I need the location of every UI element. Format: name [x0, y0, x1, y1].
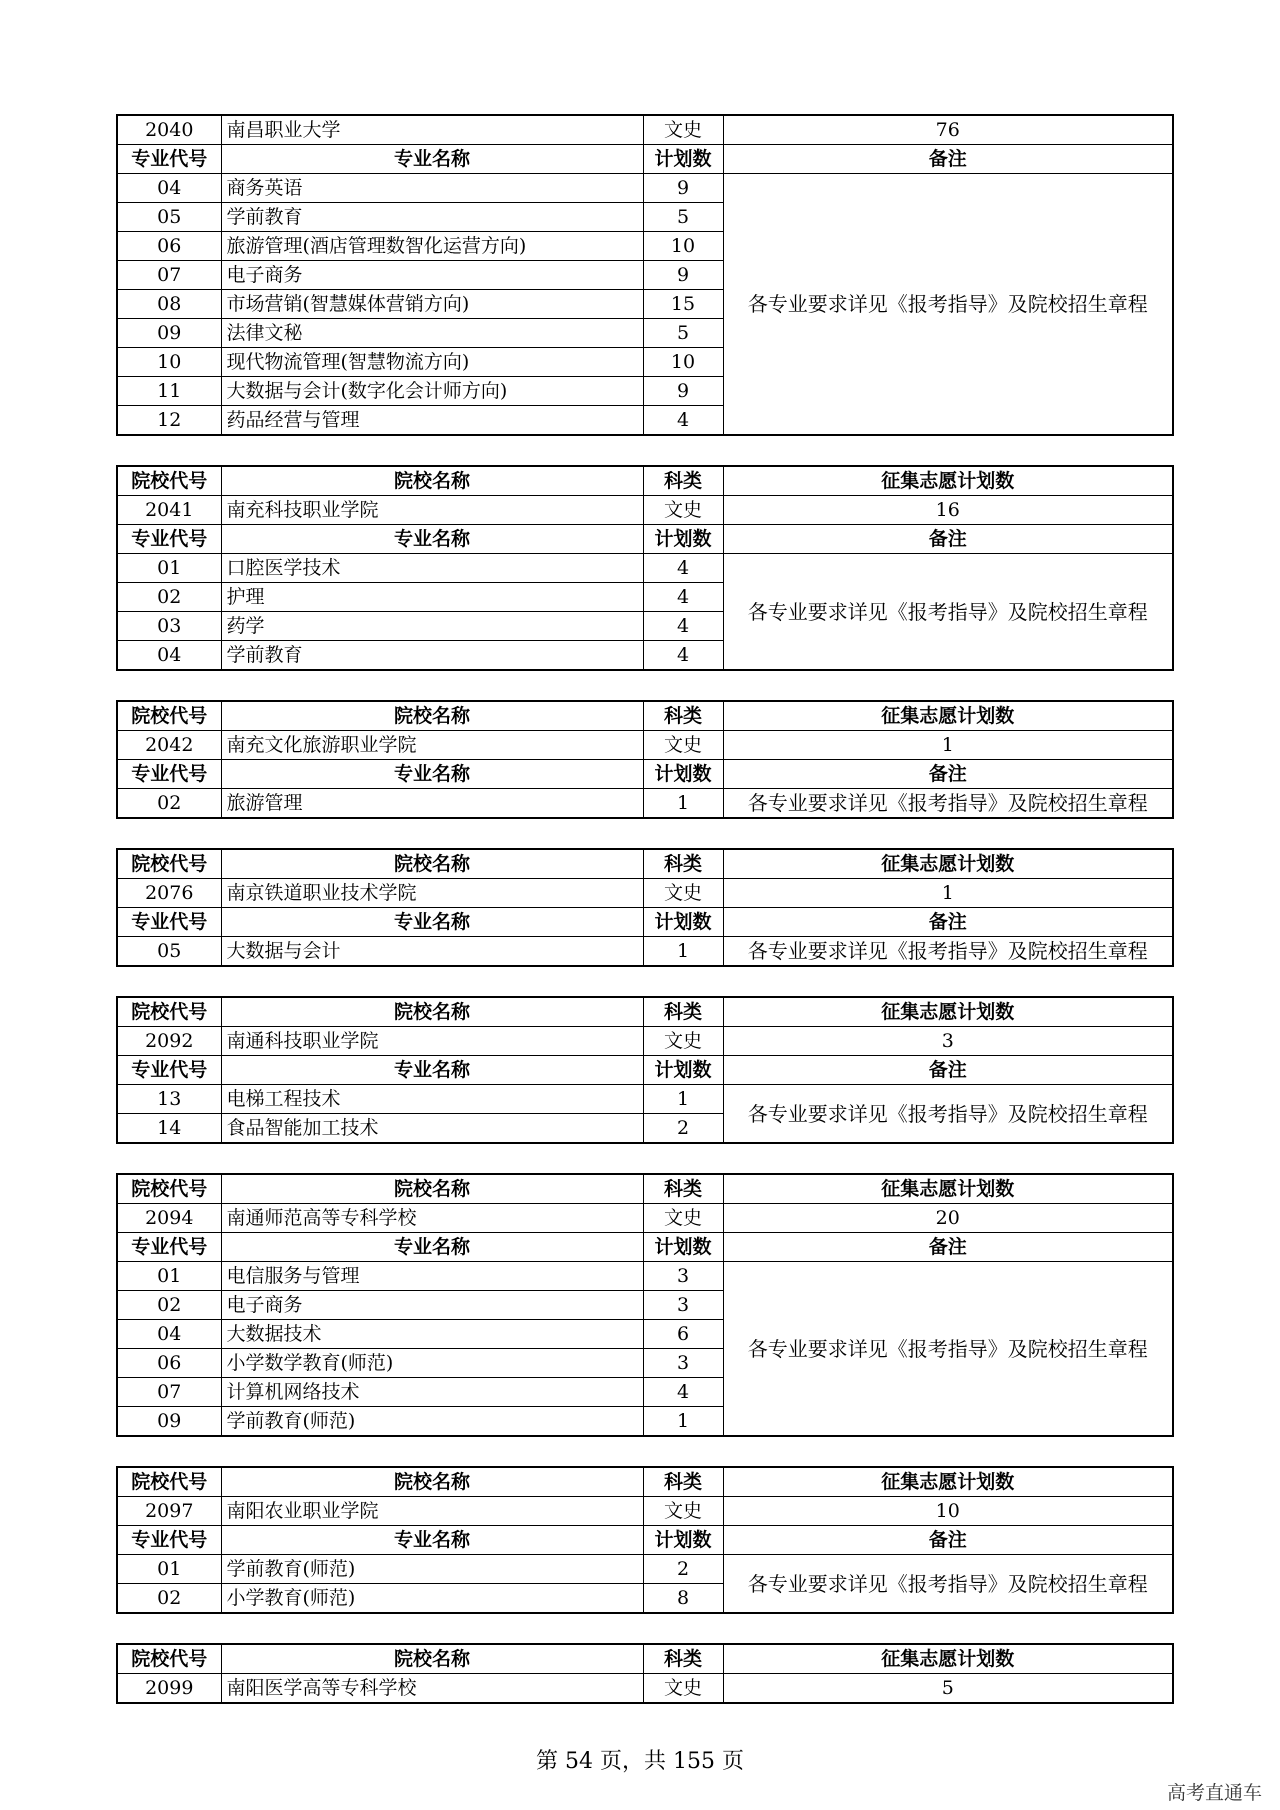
major-code: 01 — [117, 1555, 221, 1584]
header-school-name: 院校名称 — [221, 1644, 643, 1674]
major-count: 3 — [643, 1291, 723, 1320]
header-plan: 征集志愿计划数 — [723, 997, 1173, 1027]
header-count: 计划数 — [643, 1526, 723, 1555]
header-school-code: 院校代号 — [117, 1644, 221, 1674]
header-major-code: 专业代号 — [117, 760, 221, 789]
school-code: 2092 — [117, 1027, 221, 1056]
school-plan: 1 — [723, 879, 1173, 908]
major-name: 食品智能加工技术 — [221, 1114, 643, 1144]
header-plan: 征集志愿计划数 — [723, 1644, 1173, 1674]
major-code: 07 — [117, 1378, 221, 1407]
page-footer: 第 54 页，共 155 页 — [536, 1749, 744, 1774]
major-code: 04 — [117, 174, 221, 203]
school-plan: 16 — [723, 496, 1173, 525]
major-code: 04 — [117, 641, 221, 671]
school-name: 南充文化旅游职业学院 — [221, 731, 643, 760]
header-count: 计划数 — [643, 1233, 723, 1262]
major-count: 5 — [643, 319, 723, 348]
major-count: 1 — [643, 1085, 723, 1114]
major-count: 4 — [643, 612, 723, 641]
major-name: 学前教育 — [221, 203, 643, 232]
school-header-row — [117, 1174, 1173, 1204]
school-plan: 5 — [723, 1674, 1173, 1704]
school-name: 南昌职业大学 — [221, 115, 643, 145]
school-table — [116, 1173, 1174, 1437]
header-category: 科类 — [643, 849, 723, 879]
header-major-name: 专业名称 — [221, 525, 643, 554]
major-row — [117, 1262, 1173, 1291]
school-code: 2099 — [117, 1674, 221, 1704]
school-table — [116, 848, 1174, 967]
major-code: 03 — [117, 612, 221, 641]
major-note: 各专业要求详见《报考指导》及院校招生章程 — [723, 1555, 1173, 1614]
major-note: 各专业要求详见《报考指导》及院校招生章程 — [723, 1085, 1173, 1144]
school-plan: 1 — [723, 731, 1173, 760]
major-count: 6 — [643, 1320, 723, 1349]
header-school-code: 院校代号 — [117, 997, 221, 1027]
major-code: 10 — [117, 348, 221, 377]
school-category: 文史 — [643, 731, 723, 760]
major-note: 各专业要求详见《报考指导》及院校招生章程 — [723, 937, 1173, 967]
major-row — [117, 174, 1173, 203]
major-name: 电梯工程技术 — [221, 1085, 643, 1114]
school-category: 文史 — [643, 1674, 723, 1704]
major-count: 9 — [643, 174, 723, 203]
major-count: 4 — [643, 1378, 723, 1407]
major-code: 09 — [117, 319, 221, 348]
header-category: 科类 — [643, 997, 723, 1027]
header-major-code: 专业代号 — [117, 1526, 221, 1555]
header-school-code: 院校代号 — [117, 849, 221, 879]
header-school-name: 院校名称 — [221, 701, 643, 731]
header-major-name: 专业名称 — [221, 760, 643, 789]
header-count: 计划数 — [643, 908, 723, 937]
major-header-row — [117, 908, 1173, 937]
header-major-name: 专业名称 — [221, 908, 643, 937]
major-name: 计算机网络技术 — [221, 1378, 643, 1407]
major-name: 药品经营与管理 — [221, 406, 643, 436]
major-name: 商务英语 — [221, 174, 643, 203]
school-row — [117, 496, 1173, 525]
school-header-row — [117, 1467, 1173, 1497]
major-name: 药学 — [221, 612, 643, 641]
school-name: 南京铁道职业技术学院 — [221, 879, 643, 908]
header-school-code: 院校代号 — [117, 466, 221, 496]
school-code: 2094 — [117, 1204, 221, 1233]
header-major-name: 专业名称 — [221, 1526, 643, 1555]
header-category: 科类 — [643, 701, 723, 731]
school-name: 南通科技职业学院 — [221, 1027, 643, 1056]
major-header-row — [117, 760, 1173, 789]
school-plan: 10 — [723, 1497, 1173, 1526]
school-code: 2097 — [117, 1497, 221, 1526]
major-row — [117, 1555, 1173, 1584]
header-plan: 征集志愿计划数 — [723, 1467, 1173, 1497]
header-school-name: 院校名称 — [221, 997, 643, 1027]
major-count: 4 — [643, 583, 723, 612]
major-count: 2 — [643, 1114, 723, 1144]
header-school-code: 院校代号 — [117, 701, 221, 731]
header-note: 备注 — [723, 145, 1173, 174]
major-code: 06 — [117, 232, 221, 261]
major-code: 02 — [117, 583, 221, 612]
school-table — [116, 1643, 1174, 1704]
school-plan: 20 — [723, 1204, 1173, 1233]
header-school-name: 院校名称 — [221, 849, 643, 879]
header-category: 科类 — [643, 466, 723, 496]
major-code: 06 — [117, 1349, 221, 1378]
major-code: 09 — [117, 1407, 221, 1437]
school-category: 文史 — [643, 1027, 723, 1056]
header-plan: 征集志愿计划数 — [723, 849, 1173, 879]
major-name: 大数据与会计(数字化会计师方向) — [221, 377, 643, 406]
major-code: 02 — [117, 789, 221, 819]
school-code: 2042 — [117, 731, 221, 760]
major-code: 02 — [117, 1584, 221, 1614]
major-code: 14 — [117, 1114, 221, 1144]
major-code: 05 — [117, 937, 221, 967]
major-count: 15 — [643, 290, 723, 319]
major-count: 9 — [643, 261, 723, 290]
major-name: 学前教育 — [221, 641, 643, 671]
major-code: 01 — [117, 1262, 221, 1291]
school-category: 文史 — [643, 496, 723, 525]
major-name: 护理 — [221, 583, 643, 612]
header-note: 备注 — [723, 1233, 1173, 1262]
major-name: 法律文秘 — [221, 319, 643, 348]
header-count: 计划数 — [643, 525, 723, 554]
major-name: 电信服务与管理 — [221, 1262, 643, 1291]
school-header-row — [117, 466, 1173, 496]
header-major-name: 专业名称 — [221, 1233, 643, 1262]
school-row — [117, 731, 1173, 760]
major-header-row — [117, 525, 1173, 554]
header-category: 科类 — [643, 1467, 723, 1497]
header-category: 科类 — [643, 1644, 723, 1674]
major-name: 市场营销(智慧媒体营销方向) — [221, 290, 643, 319]
header-plan: 征集志愿计划数 — [723, 466, 1173, 496]
header-major-code: 专业代号 — [117, 1233, 221, 1262]
header-school-name: 院校名称 — [221, 1174, 643, 1204]
school-row — [117, 1027, 1173, 1056]
major-count: 5 — [643, 203, 723, 232]
major-name: 学前教育(师范) — [221, 1555, 643, 1584]
school-header-row — [117, 997, 1173, 1027]
major-row — [117, 554, 1173, 583]
header-note: 备注 — [723, 760, 1173, 789]
school-name: 南充科技职业学院 — [221, 496, 643, 525]
school-name: 南通师范高等专科学校 — [221, 1204, 643, 1233]
school-category: 文史 — [643, 1204, 723, 1233]
header-school-code: 院校代号 — [117, 1174, 221, 1204]
major-count: 10 — [643, 232, 723, 261]
major-row — [117, 1085, 1173, 1114]
school-header-row — [117, 1644, 1173, 1674]
school-table — [116, 700, 1174, 819]
school-name: 南阳医学高等专科学校 — [221, 1674, 643, 1704]
major-count: 10 — [643, 348, 723, 377]
header-count: 计划数 — [643, 1056, 723, 1085]
major-note: 各专业要求详见《报考指导》及院校招生章程 — [723, 1262, 1173, 1437]
school-category: 文史 — [643, 879, 723, 908]
header-note: 备注 — [723, 525, 1173, 554]
major-name: 大数据与会计 — [221, 937, 643, 967]
major-name: 学前教育(师范) — [221, 1407, 643, 1437]
major-name: 旅游管理 — [221, 789, 643, 819]
major-count: 9 — [643, 377, 723, 406]
header-major-name: 专业名称 — [221, 145, 643, 174]
school-code: 2040 — [117, 115, 221, 145]
school-name: 南阳农业职业学院 — [221, 1497, 643, 1526]
header-major-code: 专业代号 — [117, 908, 221, 937]
major-row — [117, 789, 1173, 819]
school-code: 2041 — [117, 496, 221, 525]
school-row — [117, 115, 1173, 145]
header-school-name: 院校名称 — [221, 466, 643, 496]
enrollment-tables — [116, 114, 1172, 1733]
header-plan: 征集志愿计划数 — [723, 1174, 1173, 1204]
major-header-row — [117, 1056, 1173, 1085]
major-count: 8 — [643, 1584, 723, 1614]
header-school-name: 院校名称 — [221, 1467, 643, 1497]
major-code: 05 — [117, 203, 221, 232]
school-category: 文史 — [643, 1497, 723, 1526]
major-name: 电子商务 — [221, 261, 643, 290]
major-code: 02 — [117, 1291, 221, 1320]
header-major-code: 专业代号 — [117, 145, 221, 174]
header-count: 计划数 — [643, 145, 723, 174]
header-category: 科类 — [643, 1174, 723, 1204]
major-name: 小学教育(师范) — [221, 1584, 643, 1614]
header-plan: 征集志愿计划数 — [723, 701, 1173, 731]
major-name: 电子商务 — [221, 1291, 643, 1320]
header-major-code: 专业代号 — [117, 525, 221, 554]
school-row — [117, 1204, 1173, 1233]
major-code: 12 — [117, 406, 221, 436]
major-code: 08 — [117, 290, 221, 319]
major-note: 各专业要求详见《报考指导》及院校招生章程 — [723, 554, 1173, 671]
major-count: 3 — [643, 1349, 723, 1378]
header-school-code: 院校代号 — [117, 1467, 221, 1497]
major-header-row — [117, 1233, 1173, 1262]
header-note: 备注 — [723, 1526, 1173, 1555]
school-row — [117, 879, 1173, 908]
major-count: 4 — [643, 554, 723, 583]
major-count: 1 — [643, 1407, 723, 1437]
school-table — [116, 465, 1174, 671]
school-header-row — [117, 701, 1173, 731]
header-major-name: 专业名称 — [221, 1056, 643, 1085]
header-note: 备注 — [723, 908, 1173, 937]
header-count: 计划数 — [643, 760, 723, 789]
major-count: 3 — [643, 1262, 723, 1291]
school-table — [116, 114, 1174, 436]
major-code: 11 — [117, 377, 221, 406]
major-name: 大数据技术 — [221, 1320, 643, 1349]
major-note: 各专业要求详见《报考指导》及院校招生章程 — [723, 174, 1173, 436]
major-note: 各专业要求详见《报考指导》及院校招生章程 — [723, 789, 1173, 819]
major-row — [117, 937, 1173, 967]
major-count: 4 — [643, 641, 723, 671]
major-count: 1 — [643, 937, 723, 967]
major-code: 13 — [117, 1085, 221, 1114]
major-name: 现代物流管理(智慧物流方向) — [221, 348, 643, 377]
school-table — [116, 1466, 1174, 1614]
school-row — [117, 1674, 1173, 1704]
major-code: 04 — [117, 1320, 221, 1349]
major-count: 2 — [643, 1555, 723, 1584]
major-header-row — [117, 1526, 1173, 1555]
major-code: 01 — [117, 554, 221, 583]
major-name: 口腔医学技术 — [221, 554, 643, 583]
major-name: 旅游管理(酒店管理数智化运营方向) — [221, 232, 643, 261]
header-note: 备注 — [723, 1056, 1173, 1085]
school-plan: 76 — [723, 115, 1173, 145]
school-row — [117, 1497, 1173, 1526]
major-code: 07 — [117, 261, 221, 290]
major-count: 4 — [643, 406, 723, 436]
school-plan: 3 — [723, 1027, 1173, 1056]
school-table — [116, 996, 1174, 1144]
major-header-row — [117, 145, 1173, 174]
watermark: 高考直通车 — [1166, 1782, 1262, 1804]
major-name: 小学数学教育(师范) — [221, 1349, 643, 1378]
school-code: 2076 — [117, 879, 221, 908]
school-category: 文史 — [643, 115, 723, 145]
school-header-row — [117, 849, 1173, 879]
major-count: 1 — [643, 789, 723, 819]
header-major-code: 专业代号 — [117, 1056, 221, 1085]
